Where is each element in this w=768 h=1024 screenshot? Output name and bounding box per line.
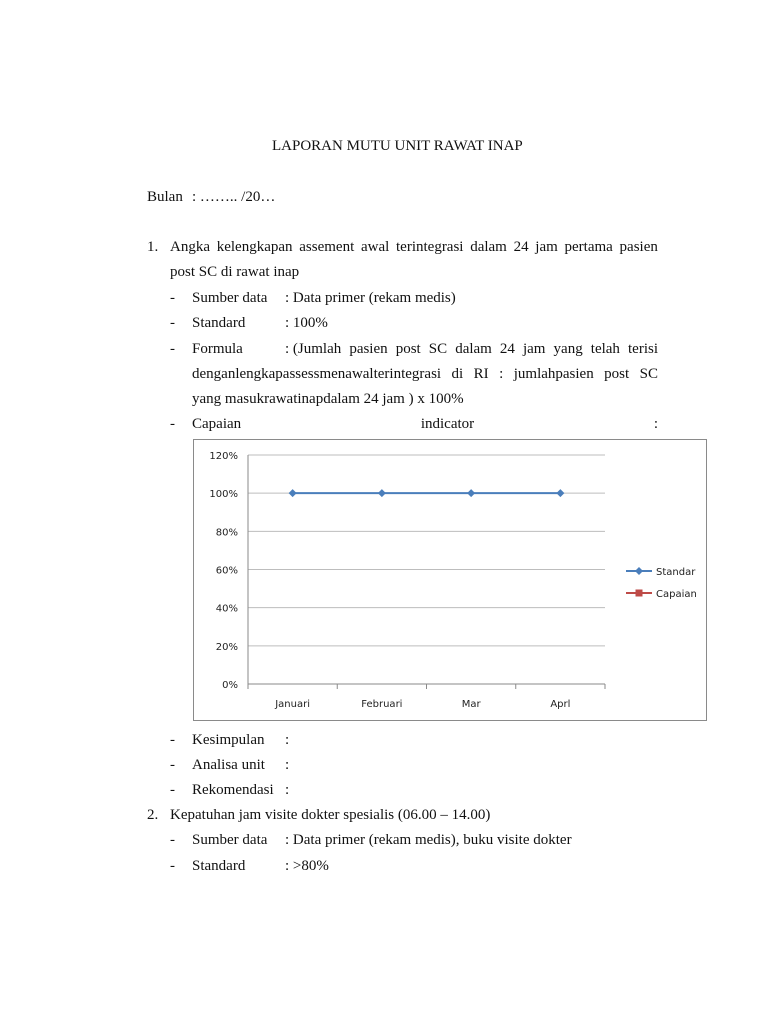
data-point-standar bbox=[289, 489, 297, 497]
formula-word: telah bbox=[590, 341, 620, 357]
formula-word: : bbox=[499, 366, 504, 382]
dash: - bbox=[170, 315, 175, 331]
dash: - bbox=[170, 290, 175, 306]
formula-word: terisi bbox=[628, 341, 658, 357]
formula-word: dalam bbox=[455, 341, 492, 357]
formula-word: post bbox=[604, 366, 630, 382]
standard-value: : 100% bbox=[285, 315, 328, 331]
dash: - bbox=[170, 858, 175, 874]
formula-word: SC bbox=[639, 366, 658, 382]
y-tick-label: 100% bbox=[209, 489, 238, 501]
legend-label: Standar bbox=[656, 567, 696, 578]
item-2-sumber-value: : Data primer (rekam medis), buku visite dokter bbox=[285, 832, 572, 848]
item-2-standard-label: Standard bbox=[192, 858, 246, 874]
formula-word: SC bbox=[428, 341, 448, 357]
formula-word: pasien bbox=[349, 341, 388, 357]
item-1-word: awal bbox=[360, 239, 390, 255]
capaian-indicator-line bbox=[192, 415, 658, 433]
kesimpulan-colon: : bbox=[285, 732, 290, 748]
formula-word: jumlahpasien bbox=[513, 366, 594, 382]
y-tick-label: 120% bbox=[209, 451, 238, 462]
item-1-word: 24 bbox=[513, 239, 529, 255]
formula-word: denganlengkapassessmenawalterintegrasi bbox=[192, 366, 442, 382]
item-2-standard-value: : >80% bbox=[285, 858, 329, 874]
rekomendasi-label: Rekomendasi bbox=[192, 782, 274, 798]
capaian-chart bbox=[193, 439, 707, 721]
capaian-word: Capaian bbox=[192, 416, 242, 432]
item-1-word: pasien bbox=[619, 239, 658, 255]
x-tick-label: Januari bbox=[275, 699, 311, 710]
y-tick-label: 20% bbox=[215, 641, 238, 653]
legend-marker-capaian bbox=[636, 590, 643, 597]
line-chart-svg bbox=[194, 440, 706, 720]
data-point-standar bbox=[556, 489, 564, 497]
dash: - bbox=[170, 832, 175, 848]
item-1-word: terintegrasi bbox=[396, 239, 464, 255]
legend-label: Capaian bbox=[656, 589, 697, 600]
item-1-word: jam bbox=[535, 239, 558, 255]
month-value: : …….. /20… bbox=[192, 189, 276, 205]
analisa-unit-label: Analisa unit bbox=[192, 757, 265, 773]
y-tick-label: 40% bbox=[215, 603, 238, 615]
item-1-word: kelengkapan bbox=[216, 239, 293, 255]
formula-line1 bbox=[285, 340, 658, 358]
sumber-data-value: : Data primer (rekam medis) bbox=[285, 290, 456, 306]
item-1-word: pertama bbox=[564, 239, 613, 255]
formula-word: jam bbox=[522, 341, 546, 357]
x-tick-label: Mar bbox=[461, 699, 481, 710]
formula-word: : (Jumlah bbox=[285, 341, 342, 357]
item-2-text: Kepatuhan jam visite dokter spesialis (06.00 – 14.00) bbox=[170, 807, 491, 823]
dash: - bbox=[170, 416, 175, 432]
y-tick-label: 0% bbox=[222, 680, 238, 691]
formula-word: di bbox=[451, 366, 464, 382]
item-2-number: 2. bbox=[147, 807, 159, 823]
data-point-standar bbox=[378, 489, 386, 497]
item-1-word: Angka bbox=[170, 239, 210, 255]
formula-word: 24 bbox=[499, 341, 515, 357]
y-tick-label: 60% bbox=[215, 565, 238, 577]
formula-label: Formula bbox=[192, 341, 243, 357]
formula-line3: yang masukrawatinapdalam 24 jam ) x 100% bbox=[192, 391, 464, 407]
rekomendasi-colon: : bbox=[285, 782, 290, 798]
item-1-text-line2: post SC di rawat inap bbox=[170, 264, 300, 280]
item-1-word: dalam bbox=[470, 239, 507, 255]
month-label: Bulan bbox=[147, 189, 183, 205]
kesimpulan-label: Kesimpulan bbox=[192, 732, 265, 748]
item-1-text-line1 bbox=[170, 238, 658, 256]
item-1-word: assement bbox=[299, 239, 355, 255]
x-tick-label: Februari bbox=[361, 699, 403, 710]
dash: - bbox=[170, 341, 175, 357]
item-2-sumber-label: Sumber data bbox=[192, 832, 268, 848]
x-tick-label: Aprl bbox=[550, 699, 571, 710]
y-tick-label: 80% bbox=[215, 527, 238, 539]
capaian-word: : bbox=[653, 416, 658, 432]
document-title: LAPORAN MUTU UNIT RAWAT INAP bbox=[272, 138, 523, 154]
formula-word: RI bbox=[473, 366, 489, 382]
item-1-number: 1. bbox=[147, 239, 159, 255]
sumber-data-label: Sumber data bbox=[192, 290, 268, 306]
formula-word: yang bbox=[553, 341, 583, 357]
formula-word: post bbox=[395, 341, 421, 357]
analisa-unit-colon: : bbox=[285, 757, 290, 773]
dash: - bbox=[170, 782, 175, 798]
dash: - bbox=[170, 732, 175, 748]
dash: - bbox=[170, 757, 175, 773]
capaian-word: indicator bbox=[420, 416, 475, 432]
data-point-standar bbox=[467, 489, 475, 497]
standard-label: Standard bbox=[192, 315, 246, 331]
formula-line2 bbox=[192, 365, 658, 383]
legend-marker-standar bbox=[635, 567, 643, 575]
